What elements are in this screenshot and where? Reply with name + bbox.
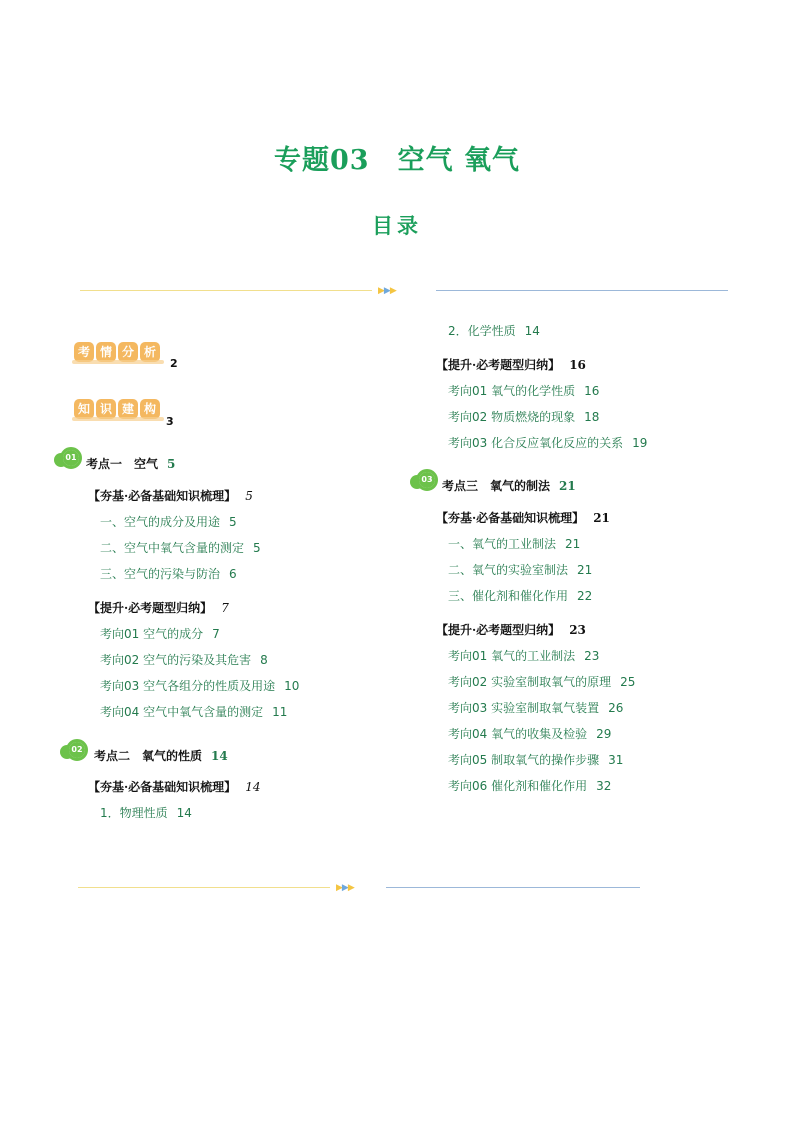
toc-kp-1[interactable] bbox=[86, 455, 175, 472]
toc-item[interactable]: 2．化学性质 14 bbox=[448, 324, 540, 338]
toc-section[interactable] bbox=[436, 510, 610, 526]
badge-page: 3 bbox=[166, 415, 174, 428]
badge-char: 建 bbox=[118, 399, 138, 419]
kp-page: 14 bbox=[211, 749, 228, 763]
toc-item[interactable]: 1．物理性质 14 bbox=[100, 806, 192, 820]
toc-item[interactable]: 考向02 实验室制取氧气的原理 25 bbox=[448, 675, 636, 689]
badge-knowledge-map[interactable] bbox=[74, 398, 162, 420]
toc-item[interactable]: 考向02 物质燃烧的现象 18 bbox=[448, 410, 600, 424]
toc-item[interactable]: 考向05 制取氧气的操作步骤 31 bbox=[448, 753, 624, 767]
toc-kp-2[interactable] bbox=[94, 747, 228, 764]
toc-item[interactable]: 考向01 空气的成分 7 bbox=[100, 627, 220, 641]
section-page: 5 bbox=[245, 489, 253, 503]
toc-section[interactable] bbox=[436, 357, 586, 373]
section-label: 【夯基·必备基础知识梳理】 bbox=[88, 489, 237, 503]
toc-item[interactable]: 考向02 空气的污染及其危害 8 bbox=[100, 653, 268, 667]
page-title: 专题03 空气 氧气 bbox=[274, 145, 520, 176]
toc-item[interactable]: 二、空气中氧气含量的测定 5 bbox=[100, 541, 261, 555]
badge-char: 构 bbox=[140, 399, 160, 419]
section-label: 【夯基·必备基础知识梳理】 bbox=[88, 780, 237, 794]
badge-exam-analysis[interactable] bbox=[74, 341, 162, 363]
toc-item[interactable]: 考向01 氧气的工业制法 23 bbox=[448, 649, 600, 663]
kp-page: 5 bbox=[167, 457, 176, 471]
toc-kp-3[interactable] bbox=[442, 477, 576, 494]
toc-item[interactable]: 考向06 催化剂和催化作用 32 bbox=[448, 779, 612, 793]
toc-item[interactable]: 考向04 氧气的收集及检验 29 bbox=[448, 727, 612, 741]
kp-label: 考点三 氧气的制法 bbox=[442, 479, 551, 493]
section-page: 14 bbox=[245, 780, 261, 794]
toc-item[interactable]: 一、空气的成分及用途 5 bbox=[100, 515, 237, 529]
divider-bottom bbox=[78, 882, 640, 894]
kp-label: 考点二 氧气的性质 bbox=[94, 749, 203, 763]
toc-item[interactable]: 三、空气的污染与防治 6 bbox=[100, 567, 237, 581]
toc-item[interactable]: 考向03 空气各组分的性质及用途 10 bbox=[100, 679, 300, 693]
section-page: 7 bbox=[221, 601, 229, 615]
toc-section[interactable] bbox=[88, 600, 229, 616]
badge-char: 知 bbox=[74, 399, 94, 419]
triangle-arrows-icon: ▶▶▶ bbox=[378, 286, 396, 296]
toc-item[interactable]: 考向03 实验室制取氧气装置 26 bbox=[448, 701, 624, 715]
section-page: 21 bbox=[593, 511, 610, 525]
badge-char: 考 bbox=[74, 342, 94, 362]
toc-section[interactable] bbox=[436, 622, 586, 638]
divider-top bbox=[80, 285, 730, 297]
badge-char: 析 bbox=[140, 342, 160, 362]
toc-heading: 目录 bbox=[372, 214, 422, 238]
toc-item[interactable]: 考向01 氧气的化学性质 16 bbox=[448, 384, 600, 398]
toc-section[interactable] bbox=[88, 779, 260, 795]
badge-page: 2 bbox=[170, 357, 178, 370]
badge-char: 分 bbox=[118, 342, 138, 362]
section-label: 【提升·必考题型归纳】 bbox=[88, 601, 213, 615]
toc-item[interactable]: 二、氧气的实验室制法 21 bbox=[448, 563, 593, 577]
section-page: 23 bbox=[569, 623, 586, 637]
toc-item[interactable]: 三、催化剂和催化作用 22 bbox=[448, 589, 593, 603]
badge-char: 识 bbox=[96, 399, 116, 419]
kp-label: 考点一 空气 bbox=[86, 457, 159, 471]
toc-item[interactable]: 一、氧气的工业制法 21 bbox=[448, 537, 581, 551]
section-label: 【提升·必考题型归纳】 bbox=[436, 623, 561, 637]
toc-section[interactable] bbox=[88, 488, 253, 504]
kp-page: 21 bbox=[559, 479, 576, 493]
triangle-arrows-icon: ▶▶▶ bbox=[336, 883, 354, 893]
toc-item[interactable]: 考向04 空气中氧气含量的测定 11 bbox=[100, 705, 288, 719]
section-label: 【提升·必考题型归纳】 bbox=[436, 358, 561, 372]
section-label: 【夯基·必备基础知识梳理】 bbox=[436, 511, 585, 525]
section-page: 16 bbox=[569, 358, 586, 372]
toc-item[interactable]: 考向03 化合反应氧化反应的关系 19 bbox=[448, 436, 648, 450]
badge-char: 情 bbox=[96, 342, 116, 362]
